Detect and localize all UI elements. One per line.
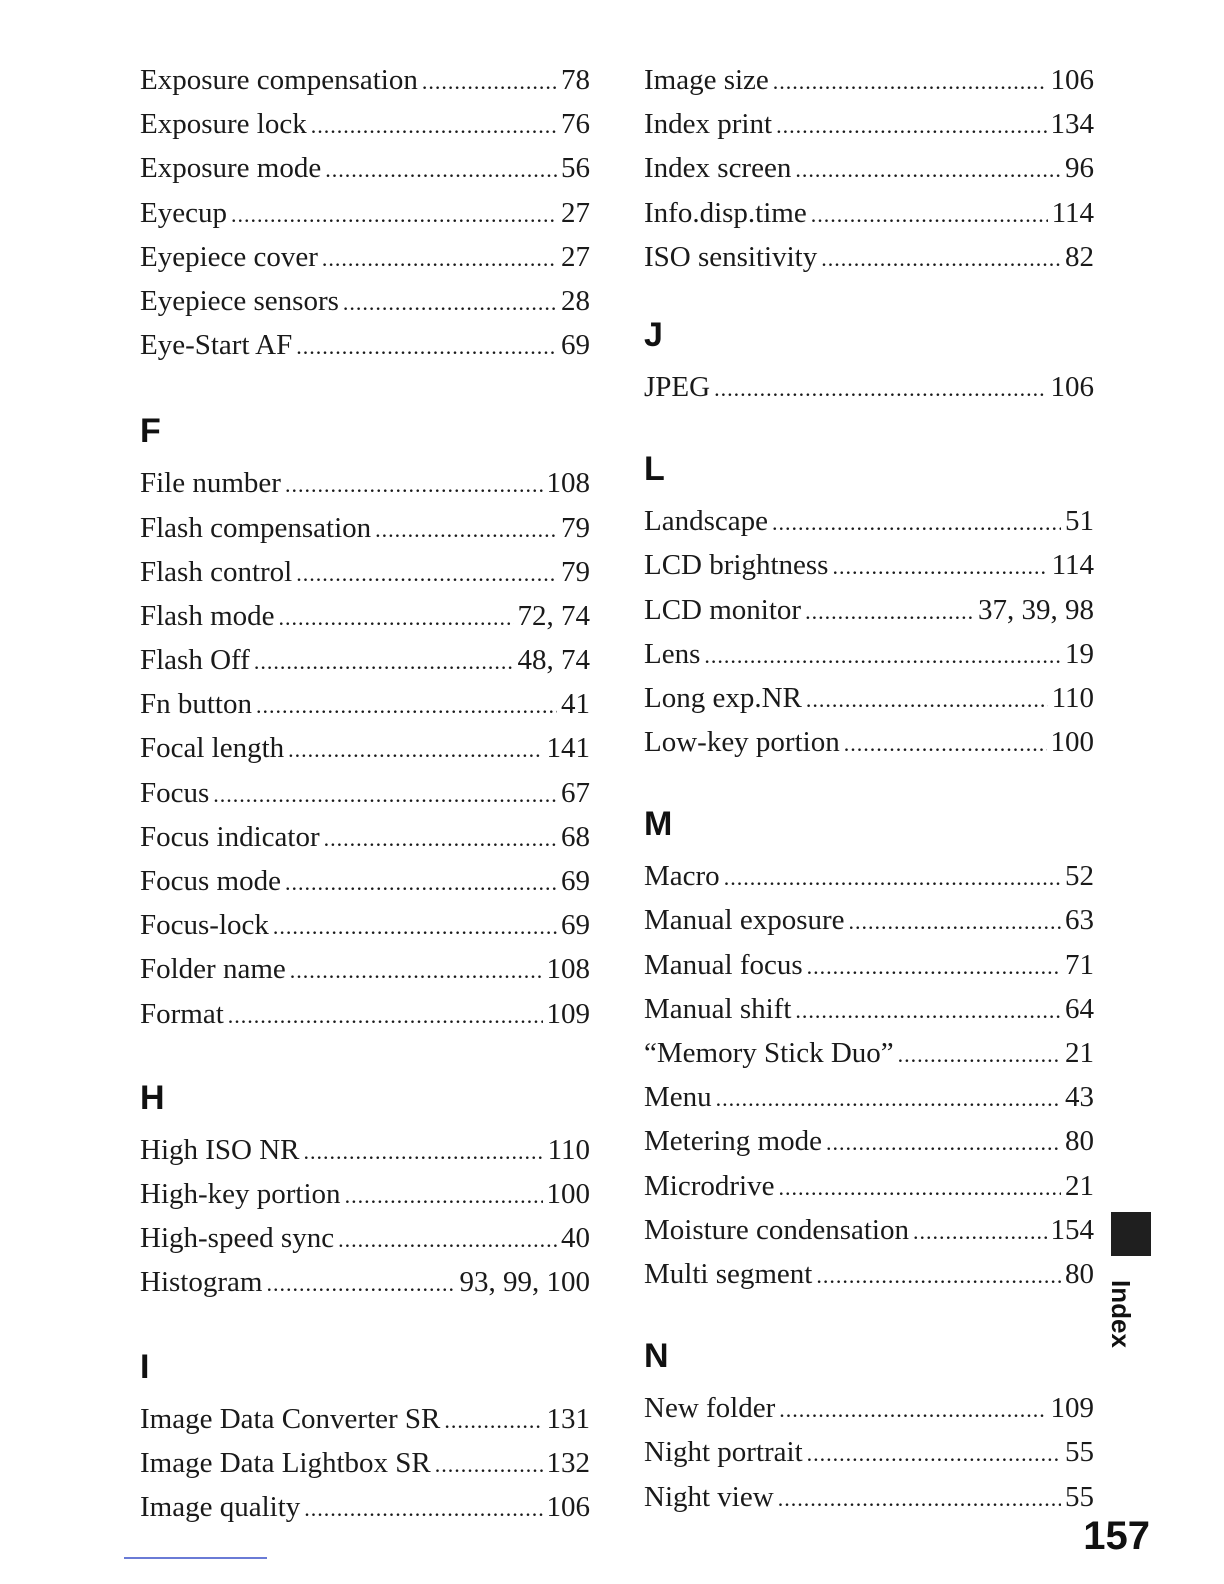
index-entry bbox=[140, 323, 590, 367]
leader-dots bbox=[716, 1077, 1061, 1121]
index-entry bbox=[140, 771, 590, 815]
index-group-f bbox=[140, 411, 590, 1035]
entry-page: 114 bbox=[1051, 549, 1094, 582]
index-entry bbox=[140, 1441, 590, 1485]
entry-term: Histogram bbox=[140, 1266, 263, 1299]
index-entry bbox=[140, 102, 590, 146]
leader-dots bbox=[279, 596, 514, 640]
index-entry bbox=[644, 1430, 1094, 1474]
leader-dots bbox=[849, 900, 1061, 944]
entry-page: 19 bbox=[1065, 637, 1094, 670]
index-entry bbox=[140, 550, 590, 594]
entry-page: 51 bbox=[1065, 505, 1094, 538]
entry-term: ISO sensitivity bbox=[644, 240, 818, 273]
leader-dots bbox=[290, 949, 543, 993]
leader-dots bbox=[254, 640, 514, 684]
index-entry bbox=[644, 943, 1094, 987]
entry-page: 21 bbox=[1065, 1169, 1094, 1202]
leader-dots bbox=[714, 367, 1046, 411]
leader-dots bbox=[213, 773, 557, 817]
entry-page: 79 bbox=[561, 555, 590, 588]
entry-page: 109 bbox=[546, 997, 590, 1030]
index-entry bbox=[140, 1128, 590, 1172]
leader-dots bbox=[898, 1033, 1061, 1077]
leader-dots bbox=[811, 193, 1048, 237]
entry-term: Image quality bbox=[140, 1490, 301, 1523]
entry-term: Eyecup bbox=[140, 196, 227, 229]
entry-term: File number bbox=[140, 467, 281, 500]
entry-term: Multi segment bbox=[644, 1257, 813, 1290]
index-entry bbox=[140, 638, 590, 682]
leader-dots bbox=[304, 1130, 544, 1174]
entry-term: Image Data Converter SR bbox=[140, 1402, 441, 1435]
entry-term: Exposure lock bbox=[140, 108, 307, 141]
index-column-right bbox=[644, 58, 1094, 1519]
section-letter-j: J bbox=[644, 315, 663, 354]
entry-term: Index screen bbox=[644, 152, 792, 185]
leader-dots bbox=[285, 861, 557, 905]
entry-page: 108 bbox=[546, 467, 590, 500]
entry-page: 79 bbox=[561, 511, 590, 544]
index-column-left bbox=[140, 58, 590, 1529]
entry-page: 141 bbox=[546, 732, 590, 765]
index-entry bbox=[644, 235, 1094, 279]
leader-dots bbox=[322, 237, 557, 281]
section-tab-label: Index bbox=[1106, 1280, 1136, 1348]
index-entry bbox=[644, 720, 1094, 764]
index-entry bbox=[644, 1208, 1094, 1252]
index-entry bbox=[140, 815, 590, 859]
index-entry bbox=[140, 859, 590, 903]
leader-dots bbox=[795, 148, 1061, 192]
index-entry bbox=[140, 726, 590, 770]
entry-term: Manual exposure bbox=[644, 904, 845, 937]
leader-dots bbox=[807, 1432, 1061, 1476]
leader-dots bbox=[773, 60, 1047, 104]
leader-dots bbox=[228, 994, 543, 1038]
index-entry bbox=[140, 947, 590, 991]
leader-dots bbox=[844, 722, 1047, 766]
index-entry bbox=[140, 992, 590, 1036]
leader-dots bbox=[826, 1121, 1061, 1165]
index-entry bbox=[644, 1075, 1094, 1119]
entry-page: 106 bbox=[1050, 370, 1094, 403]
entry-term: Folder name bbox=[140, 953, 286, 986]
entry-page: 93, 99, 100 bbox=[459, 1266, 590, 1299]
entry-page: 64 bbox=[1065, 992, 1094, 1025]
page-number: 157 bbox=[1083, 1514, 1150, 1558]
entry-page: 68 bbox=[561, 820, 590, 853]
leader-dots bbox=[821, 237, 1061, 281]
index-entry bbox=[644, 499, 1094, 543]
leader-dots bbox=[285, 463, 543, 507]
entry-term: High ISO NR bbox=[140, 1133, 300, 1166]
entry-term: Landscape bbox=[644, 505, 768, 538]
index-entry bbox=[140, 1260, 590, 1304]
bottom-rule bbox=[124, 1557, 267, 1559]
index-entry bbox=[140, 594, 590, 638]
entry-term: Eyepiece cover bbox=[140, 240, 318, 273]
index-entry bbox=[140, 461, 590, 505]
index-group-h bbox=[140, 1078, 590, 1305]
index-entry bbox=[140, 1172, 590, 1216]
index-entry bbox=[644, 1475, 1094, 1519]
entry-page: 21 bbox=[1065, 1037, 1094, 1069]
entry-page: 48, 74 bbox=[517, 644, 590, 677]
entry-page: 134 bbox=[1050, 108, 1094, 141]
entry-page: 131 bbox=[546, 1402, 590, 1435]
leader-dots bbox=[778, 1166, 1061, 1210]
leader-dots bbox=[345, 1174, 543, 1218]
entry-term: Eye-Start AF bbox=[140, 329, 293, 362]
index-entry bbox=[644, 588, 1094, 632]
index-entry bbox=[140, 1485, 590, 1529]
section-letter-h: H bbox=[140, 1078, 165, 1117]
entry-term: Manual focus bbox=[644, 948, 803, 981]
leader-dots bbox=[296, 325, 557, 369]
index-entry bbox=[644, 898, 1094, 942]
entry-term: Flash mode bbox=[140, 599, 275, 632]
index-entry bbox=[644, 146, 1094, 190]
entry-term: Format bbox=[140, 997, 224, 1030]
entry-term: Low-key portion bbox=[644, 726, 840, 759]
index-entry bbox=[644, 1252, 1094, 1296]
entry-page: 27 bbox=[561, 196, 590, 229]
entry-term: Focus indicator bbox=[140, 820, 320, 853]
entry-page: 80 bbox=[1065, 1257, 1094, 1290]
entry-page: 43 bbox=[1065, 1081, 1094, 1114]
entry-term: Exposure compensation bbox=[140, 64, 418, 96]
entry-page: 52 bbox=[1065, 860, 1094, 893]
index-group-n bbox=[644, 1336, 1094, 1519]
index-entry bbox=[644, 365, 1094, 409]
entry-page: 69 bbox=[561, 865, 590, 897]
leader-dots bbox=[778, 1477, 1061, 1521]
entry-term: Focus bbox=[140, 776, 210, 809]
entry-term: LCD brightness bbox=[644, 549, 829, 582]
leader-dots bbox=[324, 817, 557, 861]
entry-term: Focus-lock bbox=[140, 909, 269, 942]
entry-term: Focal length bbox=[140, 732, 285, 765]
index-group-l bbox=[644, 449, 1094, 764]
entry-term: Macro bbox=[644, 860, 720, 893]
entry-page: 37, 39, 98 bbox=[978, 593, 1094, 626]
entry-page: 71 bbox=[1065, 948, 1094, 981]
entry-page: 63 bbox=[1065, 904, 1094, 937]
entry-page: 40 bbox=[561, 1222, 590, 1255]
index-entry bbox=[644, 1031, 1094, 1075]
index-group-e bbox=[140, 58, 590, 367]
entry-term: Menu bbox=[644, 1081, 712, 1114]
entry-term: Microdrive bbox=[644, 1169, 775, 1202]
leader-dots bbox=[256, 684, 557, 728]
entry-page: 69 bbox=[561, 909, 590, 942]
entry-page: 41 bbox=[561, 688, 590, 721]
entry-term: Moisture condensation bbox=[644, 1213, 909, 1246]
entry-page: 82 bbox=[1065, 240, 1094, 273]
entry-term: LCD monitor bbox=[644, 593, 802, 626]
entry-term: High-key portion bbox=[140, 1177, 341, 1210]
leader-dots bbox=[807, 945, 1061, 989]
index-entry bbox=[644, 987, 1094, 1031]
entry-term: Lens bbox=[644, 637, 701, 670]
entry-term: Info.disp.time bbox=[644, 196, 807, 229]
entry-term: Manual shift bbox=[644, 992, 792, 1025]
entry-term: Exposure mode bbox=[140, 152, 322, 185]
leader-dots bbox=[795, 989, 1061, 1033]
entry-term: Flash control bbox=[140, 555, 293, 588]
section-letter-l: L bbox=[644, 450, 665, 489]
index-entry bbox=[140, 58, 590, 102]
leader-dots bbox=[444, 1399, 542, 1443]
entry-page: 106 bbox=[1050, 64, 1094, 96]
index-entry bbox=[140, 1216, 590, 1260]
leader-dots bbox=[805, 590, 974, 634]
entry-page: 80 bbox=[1065, 1125, 1094, 1158]
leader-dots bbox=[806, 678, 1048, 722]
entry-term: Metering mode bbox=[644, 1125, 822, 1158]
entry-term: “Memory Stick Duo” bbox=[644, 1037, 894, 1069]
entry-term: Eyepiece sensors bbox=[140, 284, 339, 317]
index-entry bbox=[140, 146, 590, 190]
entry-term: Focus mode bbox=[140, 865, 281, 897]
entry-page: 55 bbox=[1065, 1480, 1094, 1513]
leader-dots bbox=[288, 728, 542, 772]
leader-dots bbox=[296, 552, 557, 596]
entry-term: Night portrait bbox=[644, 1436, 803, 1469]
index-entry bbox=[140, 279, 590, 323]
section-tab-marker bbox=[1111, 1212, 1151, 1256]
leader-dots bbox=[343, 281, 557, 325]
leader-dots bbox=[231, 193, 557, 237]
index-entry bbox=[140, 506, 590, 550]
entry-page: 67 bbox=[561, 776, 590, 809]
entry-page: 110 bbox=[547, 1133, 590, 1166]
index-group-i-continued bbox=[644, 58, 1094, 279]
entry-term: Image size bbox=[644, 64, 769, 96]
index-entry bbox=[140, 682, 590, 726]
index-entry bbox=[140, 235, 590, 279]
index-entry bbox=[644, 854, 1094, 898]
index-entry bbox=[140, 1397, 590, 1441]
entry-page: 55 bbox=[1065, 1436, 1094, 1469]
entry-page: 100 bbox=[1050, 726, 1094, 759]
entry-page: 106 bbox=[546, 1490, 590, 1523]
index-entry bbox=[644, 676, 1094, 720]
entry-term: High-speed sync bbox=[140, 1222, 335, 1255]
section-letter-f: F bbox=[140, 412, 161, 451]
leader-dots bbox=[704, 634, 1061, 678]
leader-dots bbox=[832, 545, 1047, 589]
index-group-m bbox=[644, 804, 1094, 1296]
index-entry bbox=[140, 903, 590, 947]
index-group-j bbox=[644, 315, 1094, 409]
entry-page: 78 bbox=[561, 64, 590, 96]
leader-dots bbox=[435, 1443, 543, 1487]
entry-term: Flash compensation bbox=[140, 511, 372, 544]
leader-dots bbox=[724, 856, 1061, 900]
entry-page: 154 bbox=[1050, 1213, 1094, 1246]
entry-term: Fn button bbox=[140, 688, 252, 721]
index-entry bbox=[644, 1164, 1094, 1208]
leader-dots bbox=[325, 148, 557, 192]
leader-dots bbox=[375, 508, 557, 552]
entry-page: 76 bbox=[561, 108, 590, 141]
entry-page: 56 bbox=[561, 152, 590, 185]
entry-term: Flash Off bbox=[140, 644, 250, 677]
leader-dots bbox=[772, 501, 1061, 545]
leader-dots bbox=[422, 60, 557, 104]
entry-term: New folder bbox=[644, 1392, 776, 1425]
entry-page: 114 bbox=[1051, 196, 1094, 229]
leader-dots bbox=[304, 1487, 542, 1531]
section-letter-n: N bbox=[644, 1337, 669, 1376]
entry-page: 132 bbox=[546, 1446, 590, 1479]
entry-page: 69 bbox=[561, 329, 590, 362]
index-entry bbox=[140, 191, 590, 235]
section-letter-i: I bbox=[140, 1347, 150, 1386]
entry-page: 100 bbox=[546, 1177, 590, 1210]
entry-page: 72, 74 bbox=[517, 599, 590, 632]
leader-dots bbox=[266, 1262, 455, 1306]
index-entry bbox=[644, 102, 1094, 146]
index-entry bbox=[644, 543, 1094, 587]
leader-dots bbox=[776, 104, 1046, 148]
entry-page: 27 bbox=[561, 240, 590, 273]
entry-term: Long exp.NR bbox=[644, 681, 802, 714]
entry-page: 109 bbox=[1050, 1392, 1094, 1425]
entry-page: 108 bbox=[546, 953, 590, 986]
entry-page: 96 bbox=[1065, 152, 1094, 185]
entry-term: Night view bbox=[644, 1480, 774, 1513]
index-group-i bbox=[140, 1347, 590, 1530]
index-entry bbox=[644, 191, 1094, 235]
entry-page: 110 bbox=[1051, 681, 1094, 714]
leader-dots bbox=[913, 1210, 1047, 1254]
leader-dots bbox=[338, 1218, 557, 1262]
entry-term: JPEG bbox=[644, 370, 711, 403]
entry-page: 28 bbox=[561, 284, 590, 317]
index-entry bbox=[644, 1386, 1094, 1430]
leader-dots bbox=[816, 1254, 1061, 1298]
leader-dots bbox=[779, 1388, 1046, 1432]
index-entry bbox=[644, 1119, 1094, 1163]
leader-dots bbox=[273, 905, 557, 949]
index-entry bbox=[644, 632, 1094, 676]
entry-term: Image Data Lightbox SR bbox=[140, 1446, 431, 1479]
leader-dots bbox=[311, 104, 557, 148]
entry-term: Index print bbox=[644, 108, 773, 141]
index-entry bbox=[644, 58, 1094, 102]
section-letter-m: M bbox=[644, 805, 673, 844]
